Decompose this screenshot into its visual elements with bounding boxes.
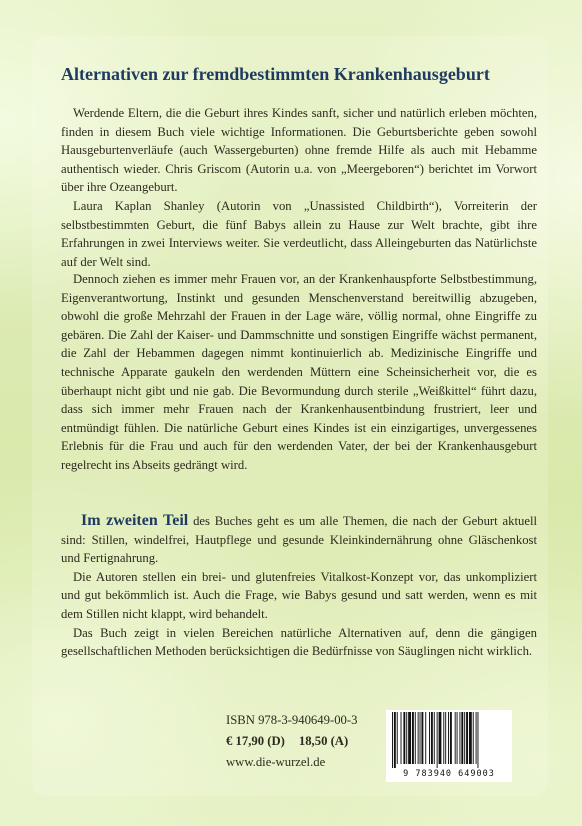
barcode-bar [443, 712, 444, 764]
barcode-bar [461, 712, 463, 764]
price-germany: € 17,90 (D) [226, 734, 285, 748]
barcode-bar [455, 712, 456, 764]
intro-paragraph-2: Laura Kaplan Shanley (Autorin von „Unassisted Childbirth“), Vorreiterin der selbstbestimmten Geburt, die fünf Babys allein zu Hause zur Welt brachte, gibt ihre Erfahrungen in zwei Interviews weiter. Sie verdeutlicht, dass Alleingeburten das Natürlichste auf der Welt sind. [61, 198, 537, 269]
barcode-bar [445, 712, 446, 764]
barcode-bar [448, 712, 449, 764]
barcode-bar [403, 712, 405, 764]
barcode-bar [415, 712, 416, 764]
price-austria: 18,50 (A) [298, 734, 349, 748]
barcode-bar [394, 712, 396, 768]
barcode-bar [457, 712, 458, 764]
intro-section [61, 104, 537, 271]
second-part-section [61, 512, 537, 661]
barcode-bar [418, 712, 419, 764]
barcode-bar [429, 712, 430, 764]
isbn-text: ISBN 978-3-940649-00-3 [226, 713, 358, 727]
barcode-bar [421, 712, 423, 764]
barcode-bar [469, 712, 472, 764]
book-info [226, 710, 376, 773]
barcode-bars [390, 712, 508, 768]
barcode-bar [431, 712, 433, 764]
barcode-bar [478, 712, 479, 768]
isbn-barcode [386, 710, 512, 782]
barcode-bar [397, 712, 398, 764]
criticism-section [61, 270, 537, 475]
second-part-paragraph-3: Das Buch zeigt in vielen Bereichen natürliche Alternativen auf, denn die gängigen gesellschaftlichen Methoden berücksichtigen die Bedürfnisse von Säuglingen nicht wirklich. [61, 625, 537, 659]
website-text: www.die-wurzel.de [226, 755, 326, 769]
second-part-paragraph-2: Die Autoren stellen ein brei- und glutenfreies Vitalkost-Konzept vor, das unkompliziert und gut bekömmlich ist. Auch die Frage, wie Babys gesund und satt werden, wenn es mit dem Stillen nicht klappt, wird behandelt. [61, 569, 537, 621]
barcode-bar [420, 712, 421, 764]
barcode-bar [437, 712, 438, 768]
intro-paragraph-1: Werdende Eltern, die die Geburt ihres Kindes sanft, sicher und natürlich erleben möchten, finden in diesem Buch viele wichtige Informationen. Die Geburtsberichte geben sowohl Hausgeburtenverläufe (auch Wassergeburten) ohne fremde Hilfe als auch mit Hebamme authentisch wieder. Chris Griscom (Autorin u.a. von „Meergeboren“) berichtet im Vorwort über ihre Ozeangeburt. [61, 106, 537, 195]
barcode-bar [466, 712, 468, 764]
barcode-bar [439, 712, 442, 764]
barcode-bar [459, 712, 460, 764]
barcode-bar [412, 712, 414, 764]
barcode-bar [434, 712, 435, 764]
barcode-digits: 9 783940 649003 [403, 769, 495, 779]
barcode-bar [425, 712, 426, 764]
second-part-intro-text: des Buches geht es um alle Themen, die nach der Geburt aktuell sind: Stillen, windelfrei, Hautpflege und gesunde Kleinkindernährung ohne Gläschenkost und Fertignahrung. [61, 514, 538, 566]
barcode-bar [473, 712, 474, 764]
price-line [226, 731, 376, 752]
second-part-lead: Im zweiten Teil [81, 512, 189, 529]
page-title: Alternativen zur fremdbestimmten Krankenhausgeburt [61, 64, 490, 84]
barcode-bar [406, 712, 407, 764]
barcode-bar [464, 712, 465, 764]
second-part-paragraph-1 [61, 512, 537, 568]
barcode-bar [476, 712, 477, 764]
barcode-bar [392, 712, 393, 768]
barcode-bar [401, 712, 402, 764]
barcode-bar [408, 712, 411, 764]
barcode-bar [450, 712, 452, 764]
criticism-paragraph: Dennoch ziehen es immer mehr Frauen vor, an der Krankenhauspforte Selbstbestimmung, Eigenverantwortung, Instinkt und gesunden Menschenverstand bereitwillig abzugeben, obwohl die große Mehrzahl der Frauen in der Lage wäre, völlig normal, ohne Eingriffe zu gebären. Die Zahl der Kaiser- und Dammschnitte und sonstigen Eingriffe wächst permanent, die Zahl der Hebammen dagegen nimmt kontinuierlich ab. Medizinische Eingriffe und technische Apparate gaukeln den werdenden Müttern eine Scheinsicherheit vor, die es überhaupt nicht gibt und nie gab. Die Bevormundung durch sterile „Weißkittel“ führt dazu, dass sich immer mehr Frauen nach der Krankenhausentbindung frustriert, leer und entmündigt fühlen. Die natürliche Geburt eines Kindes ist ein einzigartiges, unvergessenes Erlebnis für die Frau und auch für den werdenden Vater, der bei der Krankenhausgeburt regelrecht ins Abseits gedrängt wird. [61, 272, 537, 472]
